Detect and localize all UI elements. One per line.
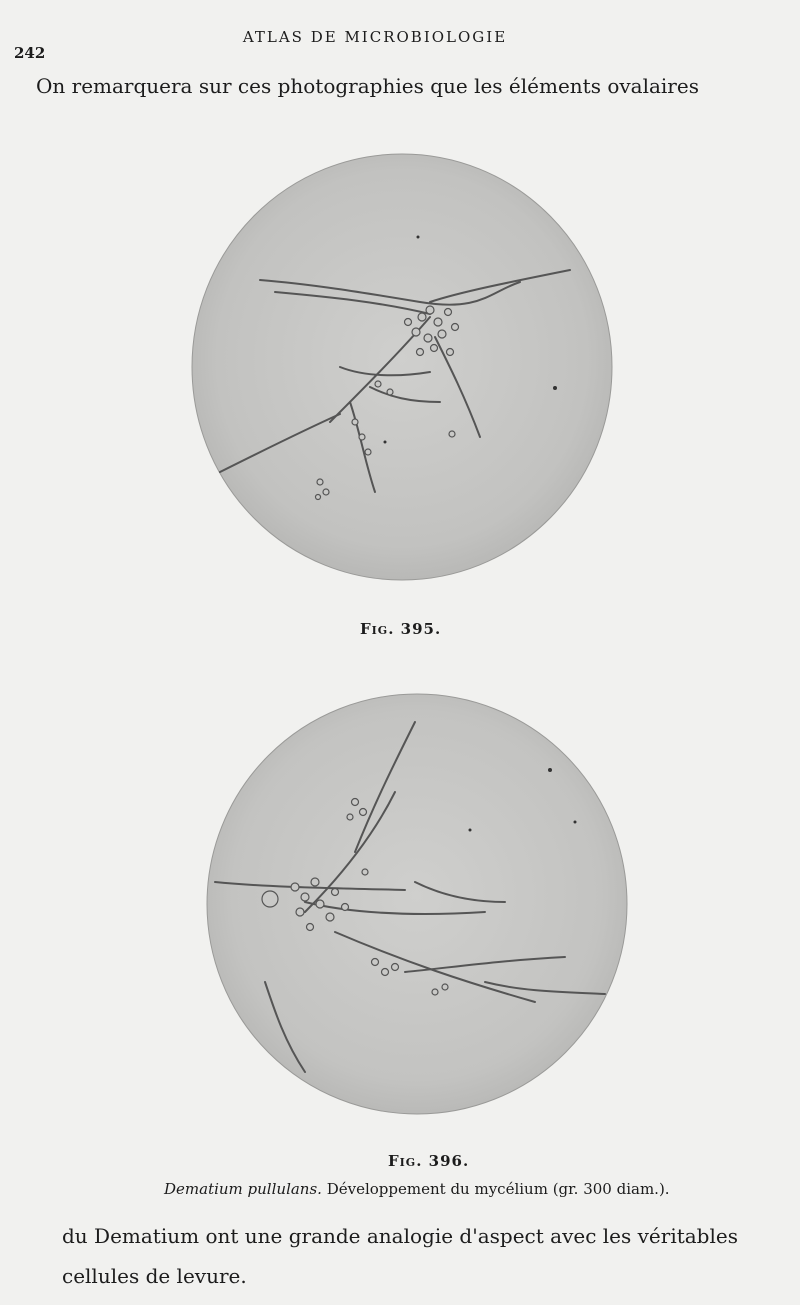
figure-396-label: Fig. 396. [388,1152,470,1170]
page-number: 242 [14,44,46,62]
body-text-bottom-2: cellules de levure. [62,1264,247,1288]
figure-caption [164,1180,670,1198]
caption-species: Dematium pullulans. [164,1180,322,1198]
micrograph-figure-396 [205,692,629,1116]
figure-395-label: Fig. 395. [360,620,442,638]
running-head: ATLAS DE MICROBIOLOGIE [242,28,508,46]
body-text-top: On remarquera sur ces photographies que les éléments ovalaires [36,74,699,98]
micrograph-figure-395 [190,152,614,582]
body-text-bottom-1: du Dematium ont une grande analogie d'aspect avec les véritables [62,1224,738,1248]
caption-description: Développement du mycélium (gr. 300 diam.). [326,1180,670,1198]
